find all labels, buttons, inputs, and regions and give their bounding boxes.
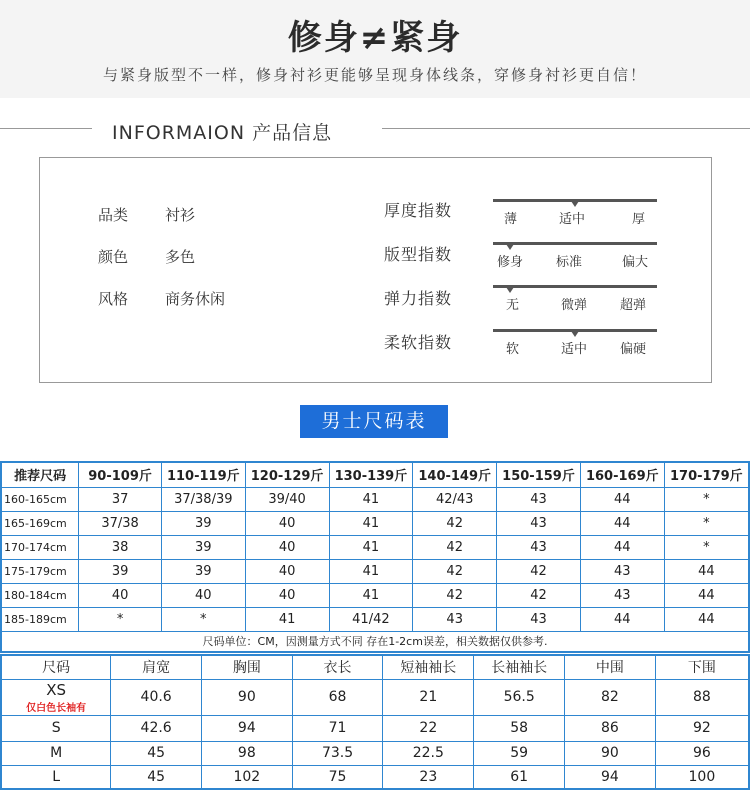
softness-scale <box>493 329 657 332</box>
header-cell: 120-129斤 <box>245 462 329 487</box>
table-cell: 42 <box>413 559 497 583</box>
table-cell: * <box>161 607 245 631</box>
table-cell: 40 <box>245 511 329 535</box>
elasticity-scale <box>493 285 657 288</box>
header-cell: 胸围 <box>201 655 292 679</box>
table-cell: 42 <box>497 583 581 607</box>
table-cell: 40 <box>245 535 329 559</box>
table-row <box>1 583 749 607</box>
table-cell: 43 <box>497 511 581 535</box>
header-cell: 160-169斤 <box>580 462 664 487</box>
header-cell: 170-179斤 <box>664 462 749 487</box>
size-note: 尺码单位：CM，因测量方式不同 存在1-2cm误差，相关数据仅供参考. <box>1 631 749 652</box>
table-cell: 43 <box>580 559 664 583</box>
header-cell: 中围 <box>565 655 656 679</box>
table-cell: 41 <box>329 559 413 583</box>
table-cell: 59 <box>474 741 565 765</box>
header-cell: 肩宽 <box>111 655 202 679</box>
table-cell: 68 <box>292 679 383 715</box>
table-row <box>1 511 749 535</box>
table-row <box>1 741 749 765</box>
table-cell: 185-189cm <box>1 607 79 631</box>
table-cell: * <box>79 607 162 631</box>
table-cell: 22 <box>383 715 474 741</box>
page-title: 修身≠紧身 <box>287 18 463 58</box>
table-row <box>1 535 749 559</box>
table-cell: 21 <box>383 679 474 715</box>
fit-opt-1: 修身 <box>497 255 524 270</box>
table-row <box>1 765 749 789</box>
table-cell: 71 <box>292 715 383 741</box>
table-cell: 58 <box>474 715 565 741</box>
table-cell: 41 <box>329 511 413 535</box>
index-label-softness: 柔软指数 <box>384 333 453 352</box>
elasticity-opt-1: 无 <box>506 298 520 313</box>
table-cell: 43 <box>413 607 497 631</box>
header-cell: 140-149斤 <box>413 462 497 487</box>
header-cell: 130-139斤 <box>329 462 413 487</box>
header-cell: 下围 <box>655 655 749 679</box>
softness-marker <box>571 331 579 337</box>
fit-opt-2: 标准 <box>556 255 583 270</box>
attr-label-category: 品类 <box>98 206 129 224</box>
thickness-scale <box>493 199 657 202</box>
table-cell: 45 <box>111 741 202 765</box>
table-note-row <box>1 631 749 652</box>
xs-availability-note: 仅白色长袖有 <box>26 702 87 714</box>
table-cell: 42 <box>413 535 497 559</box>
table-cell: 165-169cm <box>1 511 79 535</box>
table-cell: 44 <box>664 583 749 607</box>
table-row <box>1 607 749 631</box>
table-cell: 175-179cm <box>1 559 79 583</box>
table-header-row <box>1 462 749 487</box>
elasticity-marker <box>506 287 514 293</box>
table-cell: 44 <box>580 535 664 559</box>
table-cell: 86 <box>565 715 656 741</box>
header-cell: 150-159斤 <box>497 462 581 487</box>
table-cell: 160-165cm <box>1 487 79 511</box>
index-label-fit: 版型指数 <box>384 245 453 264</box>
index-label-elasticity: 弹力指数 <box>384 289 453 308</box>
table-cell: 22.5 <box>383 741 474 765</box>
table-cell: 82 <box>565 679 656 715</box>
recommend-size-table <box>0 461 750 653</box>
table-cell: 40 <box>245 559 329 583</box>
thickness-opt-3: 厚 <box>632 212 646 227</box>
table-cell: 39 <box>161 511 245 535</box>
table-cell: 41 <box>245 607 329 631</box>
table-row <box>1 679 749 715</box>
table-cell: 73.5 <box>292 741 383 765</box>
table-cell: S <box>1 715 111 741</box>
fit-opt-3: 偏大 <box>622 255 649 270</box>
table-cell: 42/43 <box>413 487 497 511</box>
attr-value-category: 衬衫 <box>165 206 196 224</box>
table-cell: 42.6 <box>111 715 202 741</box>
header-cell: 90-109斤 <box>79 462 162 487</box>
table-cell: 41 <box>329 487 413 511</box>
softness-opt-1: 软 <box>506 342 520 357</box>
table-cell: 180-184cm <box>1 583 79 607</box>
table-cell: L <box>1 765 111 789</box>
size-label: XS <box>46 680 67 699</box>
thickness-marker <box>571 201 579 207</box>
header-cell: 长袖袖长 <box>474 655 565 679</box>
info-heading: INFORMAION 产品信息 <box>112 122 333 144</box>
softness-opt-2: 适中 <box>561 342 588 357</box>
table-row <box>1 715 749 741</box>
table-cell: 75 <box>292 765 383 789</box>
attr-value-style: 商务休闲 <box>165 290 226 308</box>
table-row <box>1 487 749 511</box>
header-cell: 衣长 <box>292 655 383 679</box>
table-cell: 42 <box>413 511 497 535</box>
table-cell: 88 <box>655 679 749 715</box>
fit-marker <box>506 244 514 250</box>
table-cell: * <box>664 535 749 559</box>
table-cell: * <box>664 511 749 535</box>
thickness-opt-1: 薄 <box>504 212 518 227</box>
table-cell: 44 <box>580 487 664 511</box>
table-cell: 40.6 <box>111 679 202 715</box>
table-cell: 90 <box>565 741 656 765</box>
table-cell: 38 <box>79 535 162 559</box>
table-cell: 40 <box>245 583 329 607</box>
measurement-table <box>0 654 750 790</box>
table-cell: 39 <box>79 559 162 583</box>
table-cell: 41/42 <box>329 607 413 631</box>
table-cell: 96 <box>655 741 749 765</box>
table-cell: 90 <box>201 679 292 715</box>
table-cell: 44 <box>664 607 749 631</box>
table-cell: 42 <box>497 559 581 583</box>
table-cell: 44 <box>664 559 749 583</box>
table-cell: 41 <box>329 583 413 607</box>
table-cell: 44 <box>580 511 664 535</box>
table-cell: 43 <box>497 535 581 559</box>
page-subtitle: 与紧身版型不一样，修身衬衫更能够呈现身体线条，穿修身衬衫更自信！ <box>102 66 647 84</box>
men-size-chart-badge: 男士尺码表 <box>300 405 448 438</box>
table-cell: 37/38/39 <box>161 487 245 511</box>
size-cell <box>1 679 111 715</box>
index-label-thickness: 厚度指数 <box>384 201 453 220</box>
attr-label-style: 风格 <box>98 290 129 308</box>
header-cell: 短袖袖长 <box>383 655 474 679</box>
table-cell: 39 <box>161 559 245 583</box>
header-cell: 尺码 <box>1 655 111 679</box>
table-cell: 170-174cm <box>1 535 79 559</box>
table-cell: 40 <box>161 583 245 607</box>
table-cell: 100 <box>655 765 749 789</box>
softness-opt-3: 偏硬 <box>620 342 647 357</box>
table-cell: 43 <box>580 583 664 607</box>
table-cell: M <box>1 741 111 765</box>
elasticity-opt-2: 微弹 <box>561 298 588 313</box>
table-cell: 94 <box>565 765 656 789</box>
table-cell: 45 <box>111 765 202 789</box>
table-cell: 37/38 <box>79 511 162 535</box>
product-info-box <box>39 157 712 383</box>
table-cell: 43 <box>497 487 581 511</box>
table-header-row <box>1 655 749 679</box>
table-cell: 43 <box>497 607 581 631</box>
divider-right <box>382 128 750 129</box>
table-cell: 92 <box>655 715 749 741</box>
header-cell: 推荐尺码 <box>1 462 79 487</box>
fit-scale <box>493 242 657 245</box>
table-cell: 39 <box>161 535 245 559</box>
table-cell: 42 <box>413 583 497 607</box>
divider-left <box>0 128 92 129</box>
table-cell: 23 <box>383 765 474 789</box>
table-cell: 41 <box>329 535 413 559</box>
table-cell: 98 <box>201 741 292 765</box>
table-cell: 102 <box>201 765 292 789</box>
table-cell: 39/40 <box>245 487 329 511</box>
table-cell: 94 <box>201 715 292 741</box>
attr-value-color: 多色 <box>165 248 196 266</box>
table-cell: 37 <box>79 487 162 511</box>
table-cell: 61 <box>474 765 565 789</box>
table-cell: 56.5 <box>474 679 565 715</box>
table-row <box>1 559 749 583</box>
table-cell: 40 <box>79 583 162 607</box>
elasticity-opt-3: 超弹 <box>620 298 647 313</box>
thickness-opt-2: 适中 <box>559 212 586 227</box>
table-cell: * <box>664 487 749 511</box>
attr-label-color: 颜色 <box>98 248 129 266</box>
header-cell: 110-119斤 <box>161 462 245 487</box>
table-cell: 44 <box>580 607 664 631</box>
